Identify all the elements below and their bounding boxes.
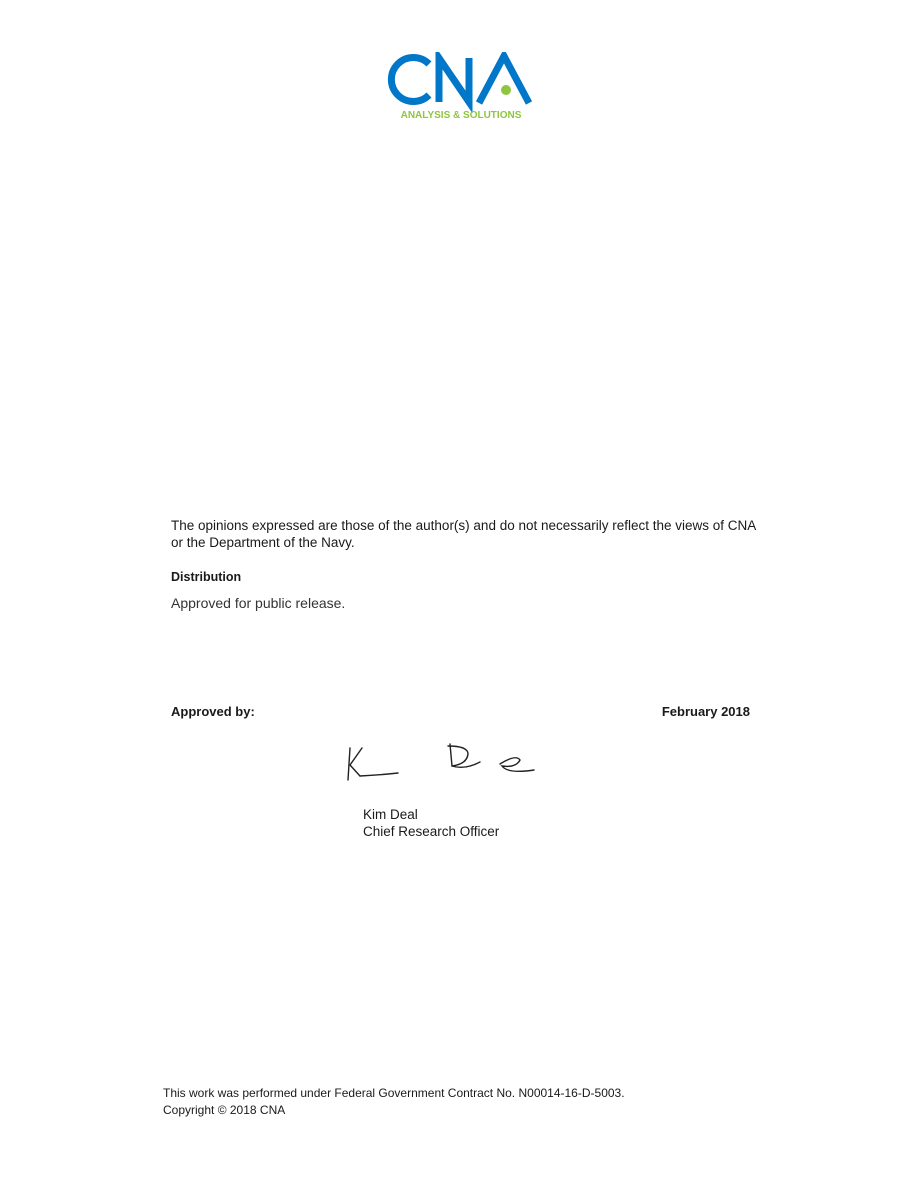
cna-logo-graphic — [385, 52, 537, 122]
distribution-statement: Approved for public release. — [171, 595, 346, 611]
footer — [163, 1085, 625, 1119]
approval-date: February 2018 — [661, 704, 750, 719]
disclaimer-text: The opinions expressed are those of the author(s) and do not necessarily reflect the views of CNA or the Department of the Navy. — [171, 518, 756, 550]
signer-block — [363, 806, 499, 840]
distribution-heading: Distribution — [171, 570, 242, 584]
contract-statement: This work was performed under Federal Government Contract No. N00014-16-D-5003. — [163, 1086, 625, 1100]
cna-logo — [385, 52, 537, 122]
signer-name: Kim Deal — [363, 807, 418, 822]
handwritten-signature — [340, 740, 540, 788]
signer-title: Chief Research Officer — [363, 824, 500, 839]
svg-text:ANALYSIS & SOLUTIONS: ANALYSIS & SOLUTIONS — [400, 110, 522, 121]
copyright-notice: Copyright © 2018 CNA — [163, 1103, 286, 1117]
approved-by-label: Approved by: — [171, 704, 255, 719]
